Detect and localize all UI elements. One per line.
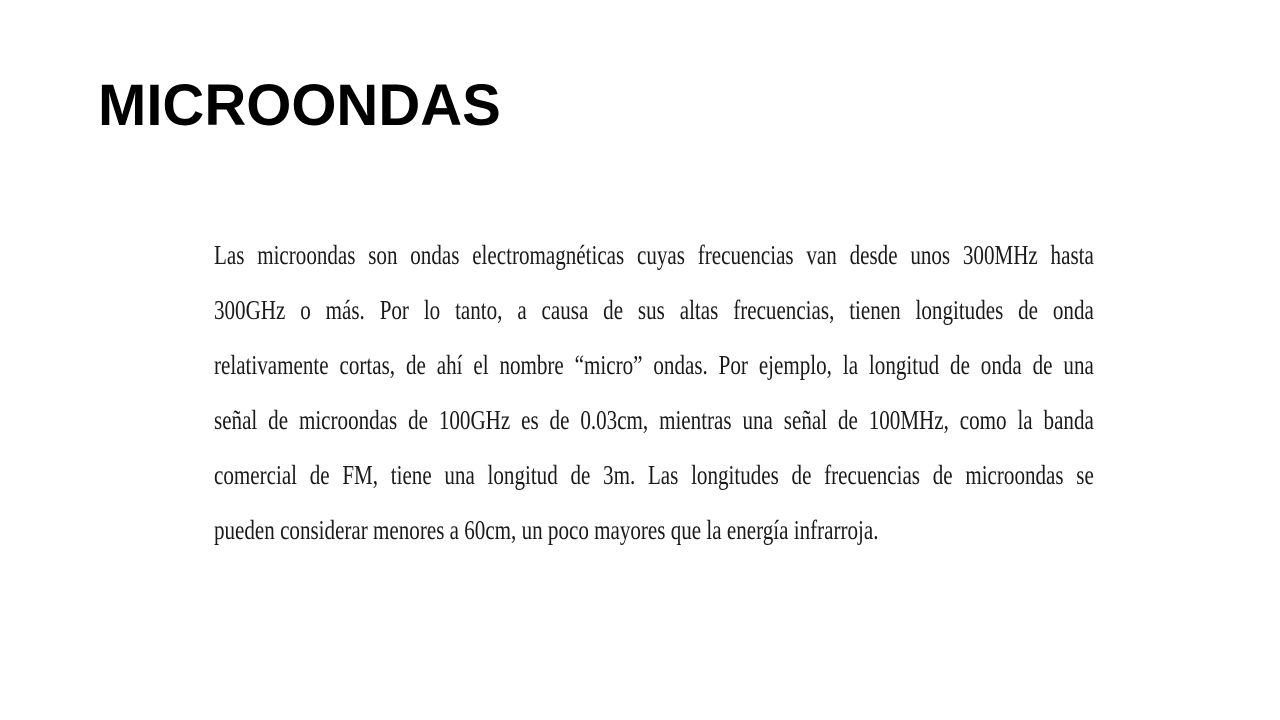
body-paragraph xyxy=(214,228,1094,558)
paragraph-image xyxy=(200,220,1110,550)
slide-title: MICROONDAS xyxy=(98,73,501,138)
paragraph-line: relativamente cortas, de ahí el nombre “micro” ondas. Por ejemplo, la longitud de onda de una xyxy=(214,350,1094,380)
paragraph-line: pueden considerar menores a 60cm, un poco mayores que la energía infrarroja. xyxy=(214,515,879,545)
paragraph-line: 300GHz o más. Por lo tanto, a causa de sus altas frecuencias, tienen longitudes de onda xyxy=(214,295,1094,325)
paragraph-line: Las microondas son ondas electromagnéticas cuyas frecuencias van desde unos 300MHz hasta xyxy=(214,240,1094,270)
paragraph-line: comercial de FM, tiene una longitud de 3m. Las longitudes de frecuencias de microondas se xyxy=(214,460,1094,490)
paragraph-line: señal de microondas de 100GHz es de 0.03cm, mientras una señal de 100MHz, como la banda xyxy=(214,405,1094,435)
